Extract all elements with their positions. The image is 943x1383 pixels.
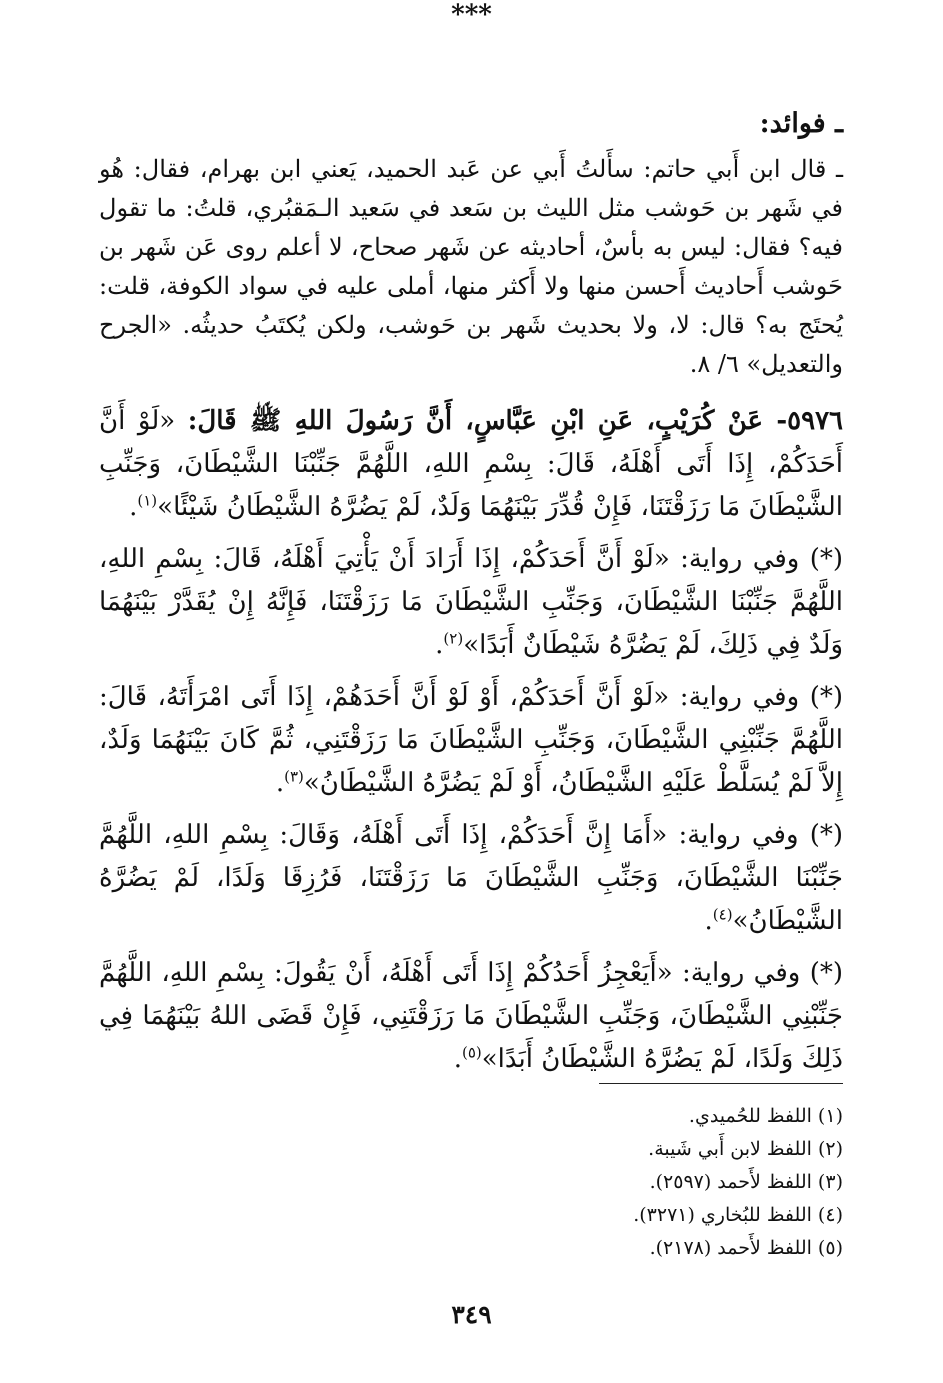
footnote-item: (٤) اللفظ للبُخاري (٣٢٧١). — [633, 1204, 843, 1226]
narration-paragraph: (*) وفي رواية: «لَوْ أَنَّ أَحَدَكُمْ، إِذَا أَرَادَ أَنْ يَأْتِيَ أَهْلَهُ، قَالَ: بِسْمِ اللهِ، اللَّهُمَّ جَنِّبْنَا الشَّيْطَانَ، وَجَنِّبِ الشَّيْطَانَ مَا رَزَقْتَنَا، فَإِنَّهُ إِنْ يُقَدَّرْ بَيْنَهُمَا وَلَدٌ فِي ذَلِكَ، لَمْ يَضُرَّهُ شَيْطَانٌ أَبَدًا»$^{(٢)}$. — [99, 544, 843, 660]
footnote-item: (٥) اللفظ لأَحمد (٢١٧٨). — [649, 1237, 843, 1259]
footnote-ref: (١) — [137, 491, 158, 510]
footnote-divider — [599, 1083, 843, 1084]
benefits-heading: ـ فوائد: — [759, 108, 843, 139]
hadith-text: «لَوْ أَنَّ أَحَدَكُمْ، إِذَا أَتَى أَهْلَهُ، قَالَ: بِسْمِ اللهِ، اللَّهُمَّ جَنِّبْنَا الشَّيْطَانَ، وَجَنِّبِ الشَّيْطَانَ مَا رَزَقْتَنَا، فَإِنْ قُدِّرَ بَيْنَهُمَا وَلَدٌ، لَمْ يَضُرَّهُ الشَّيْطَانُ شَيْئًا» — [99, 406, 843, 522]
footnote-item: (٣) اللفظ لأَحمد (٢٥٩٧). — [649, 1171, 843, 1193]
footnote-item: (٢) اللفظ لابن أَبي شَيبة. — [648, 1138, 843, 1160]
footnotes — [99, 1100, 843, 1265]
footnote-ref: (٤) — [712, 905, 733, 924]
benefits-paragraph: ـ قال ابن أَبي حاتم: سأَلتُ أَبي عن عَبد الحميد، يَعني ابن بهرام، فقال: هُو في شَهر بن حَوشب مثل الليث بن سَعد في سَعيد الـمَقبُري، قلتُ: ما تقول فيه؟ فقال: ليس به بأسٌ، أحاديثه عن شَهر صحاح، لا أعلم روى عَن شَهر بن حَوشب أَحاديث أَحسن منها ولا أَكثر منها، أملى عليه في سواد الكوفة، قلت: يُحتَج به؟ قال: لا، ولا بحديث شَهر بن حَوشب، ولكن يُكتَبُ حديثُه. «الجرح والتعديل» ٦/ ٨. — [99, 155, 843, 378]
footnote-ref: (٢) — [443, 629, 464, 648]
narration-paragraph: (*) وفي رواية: «أَمَا إِنَّ أَحَدَكُمْ، إِذَا أَتَى أَهْلَهُ، وَقَالَ: بِسْمِ اللهِ، اللَّهُمَّ جَنِّبْنَا الشَّيْطَانَ، وَجَنِّبِ الشَّيْطَانَ مَا رَزَقْتَنَا، فَرُزِقَا وَلَدًا، لَمْ يَضُرَّهُ الشَّيْطَانُ»$^{(٤)}$. — [99, 820, 843, 936]
narration-paragraph: (*) وفي رواية: «أَيَعْجِزُ أَحَدُكُمْ إِذَا أَتَى أَهْلَهُ، أَنْ يَقُولَ: بِسْمِ اللهِ، اللَّهُمَّ جَنِّبْنِي الشَّيْطَانَ، وَجَنِّبِ الشَّيْطَانَ مَا رَزَقْتَنِي، فَإِنْ قَضَى اللهُ بَيْنَهُمَا فِي ذَلِكَ وَلَدًا، لَمْ يَضُرَّهُ الشَّيْطَانُ أَبَدًا»$^{(٥)}$. — [99, 958, 843, 1074]
narration-text: (*) وفي رواية: «لَوْ أَنَّ أَحَدَكُمْ، إِذَا أَرَادَ أَنْ يَأْتِيَ أَهْلَهُ، قَالَ: بِسْمِ اللهِ، اللَّهُمَّ جَنِّبْنَا الشَّيْطَانَ، وَجَنِّبِ الشَّيْطَانَ مَا رَزَقْتَنَا، فَإِنَّهُ إِنْ يُقَدَّرْ بَيْنَهُمَا وَلَدٌ فِي ذَلِكَ، لَمْ يَضُرَّهُ شَيْطَانٌ أَبَدًا» — [99, 544, 843, 660]
narration-text: (*) وفي رواية: «أَمَا إِنَّ أَحَدَكُمْ، إِذَا أَتَى أَهْلَهُ، وَقَالَ: بِسْمِ اللهِ، اللَّهُمَّ جَنِّبْنَا الشَّيْطَانَ، وَجَنِّبِ الشَّيْطَانَ مَا رَزَقْتَنَا، فَرُزِقَا وَلَدًا، لَمْ يَضُرَّهُ الشَّيْطَانُ» — [99, 820, 843, 936]
narration-text: (*) وفي رواية: «أَيَعْجِزُ أَحَدُكُمْ إِذَا أَتَى أَهْلَهُ، أَنْ يَقُولَ: بِسْمِ اللهِ، اللَّهُمَّ جَنِّبْنِي الشَّيْطَانَ، وَجَنِّبِ الشَّيْطَانَ مَا رَزَقْتَنِي، فَإِنْ قَضَى اللهُ بَيْنَهُمَا فِي ذَلِكَ وَلَدًا، لَمْ يَضُرَّهُ الشَّيْطَانُ أَبَدًا» — [99, 958, 843, 1074]
hadith-paragraph: ٥٩٧٦- عَنْ كُرَيْبٍ، عَنِ ابْنِ عَبَّاسٍ، أَنَّ رَسُولَ اللهِ ﷺ قَالَ: «لَوْ أَنَّ أَحَدَكُمْ، إِذَا أَتَى أَهْلَهُ، قَالَ: بِسْمِ اللهِ، اللَّهُمَّ جَنِّبْنَا الشَّيْطَانَ، وَجَنِّبِ الشَّيْطَانَ مَا رَزَقْتَنَا، فَإِنْ قُدِّرَ بَيْنَهُمَا وَلَدٌ، لَمْ يَضُرَّهُ الشَّيْطَانُ شَيْئًا»$^{(١)}$. — [99, 406, 844, 522]
narration-text: (*) وفي رواية: «لَوْ أَنَّ أَحَدَكُمْ، أَوْ لَوْ أَنَّ أَحَدَهُمْ، إِذَا أَتَى امْرَأَتَهُ، قَالَ: اللَّهُمَّ جَنِّبْنِي الشَّيْطَانَ، وَجَنِّبِ الشَّيْطَانَ مَا رَزَقْتَنِي، ثُمَّ كَانَ بَيْنَهُمَا وَلَدٌ، إِلاَّ لَمْ يُسَلَّطْ عَلَيْهِ الشَّيْطَانُ، أَوْ لَمْ يَضُرَّهُ الشَّيْطَانُ» — [99, 682, 843, 798]
footnote-item: (١) اللفظ للحُميدي. — [688, 1105, 843, 1127]
section-separator: *** — [451, 0, 492, 30]
footnote-ref: (٥) — [461, 1043, 482, 1062]
hadith-section — [99, 400, 843, 1090]
footnote-ref: (٣) — [284, 767, 304, 786]
narration-paragraph: (*) وفي رواية: «لَوْ أَنَّ أَحَدَكُمْ، أَوْ لَوْ أَنَّ أَحَدَهُمْ، إِذَا أَتَى امْرَأَتَهُ، قَالَ: اللَّهُمَّ جَنِّبْنِي الشَّيْطَانَ، وَجَنِّبِ الشَّيْطَانَ مَا رَزَقْتَنِي، ثُمَّ كَانَ بَيْنَهُمَا وَلَدٌ، إِلاَّ لَمْ يُسَلَّطْ عَلَيْهِ الشَّيْطَانُ، أَوْ لَمْ يَضُرَّهُ الشَّيْطَانُ»$^{(٣)}$. — [99, 682, 843, 798]
page-number: ٣٤٩ — [451, 1300, 492, 1329]
hadith-header: ٥٩٧٦- عَنْ كُرَيْبٍ، عَنِ ابْنِ عَبَّاسٍ، أَنَّ رَسُولَ اللهِ ﷺ قَالَ: — [187, 406, 844, 436]
